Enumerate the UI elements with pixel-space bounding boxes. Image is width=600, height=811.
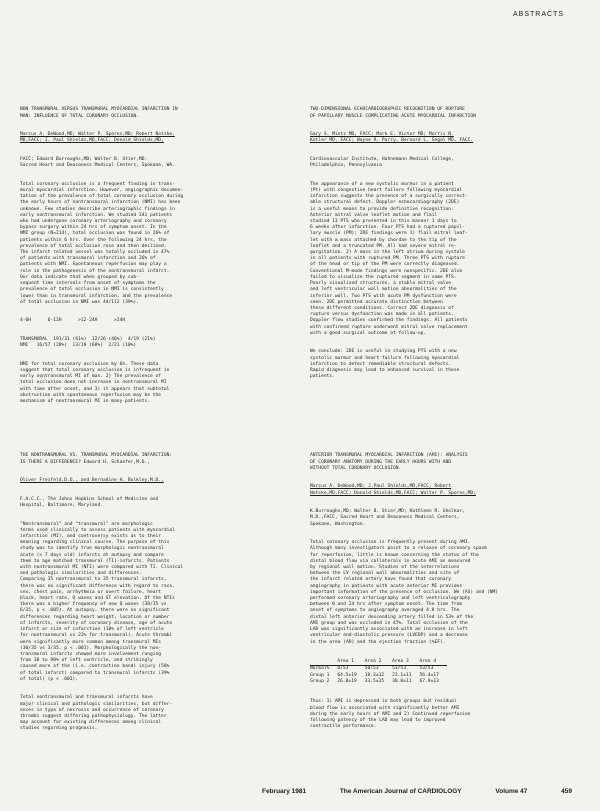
abstract-affiliation: F.A.C.C., The Johns Hopkins School of Medicine and Hospital, Baltimore, Maryland. [20, 496, 159, 509]
abstract-affiliation: K.Burroughs,MD; Walter B. Stier,MD; Kathleen R. Gholkar, M.D.,FACC, Sacred Heart and Deaconess Medical Centers, Spokane, Washington. [310, 509, 465, 527]
abstract-conclusion: NMI for total coronary occlusion by 6h. These data suggest that total coronary occlusion is infrequent in early nontransmural MI of man. 2) The prevalence of total occlusion does not increase in nontransmural MI with time after onset, and 3) it appears that subtotal obstruction with spontaneous reperfusion may be the mechanism of nontransmural MI in many patients. [20, 361, 170, 404]
abstract-conclusion: Total nontransmural and transmural infarcts have major clinical and pathologic similarities, but differ- ences in type of necrosis and occurrence of coronary thrombi suggest differing pathophysiology. The latter may account for existing differences among clinical studies regarding prognosis. [20, 695, 173, 732]
table-header-row [310, 659, 447, 666]
table-cell: 53/53 [392, 666, 406, 672]
abstract-title: ANTERIOR TRANSMURAL MYOCARDIAL INFARCTION (AMI): ANALYSIS OF CORONARY ANATOMY DURING THE EARLY HOURS WITH AND WITHOUT TOTAL CORONARY OCCLUSION. [310, 453, 468, 471]
table-header-cell: Area 3 [392, 659, 419, 666]
footer-page-number: 459 [561, 788, 572, 795]
table-cell: 18.3±12 [364, 672, 385, 678]
abstract-authors: Marcus A. DeWood,MD; J.Paul Shields,MD,FACC; Robert Notske,MD,FACC; Donald Shields,MD,FACC; Walter P. Spores,MD; [310, 484, 476, 496]
table-header: 4-6H 6-12H >12-24H >24H [20, 318, 126, 324]
abstract-affiliation: Cardiovascular Institute, Hahnemann Medical College, Philadelphia, Pennsylvania [310, 157, 454, 169]
abstract-body: Total coronary occlusion is a frequent finding in trans- mural myocardial infarction. However, angiographic documen- tation of the prevalence of total coronary occlusion during the early hours of nontransmural infarction (NMI) has been unknown. Few studies describe arteriographic findings in early nontransmural infarction. We studied 341 patients who had undergone coronary arteriography and coronary bypass surgery within 24 hrs of symptom onset. In the NMI group (N=214), total occlusion was found in 26% of patients within 6 hrs. Over the following 24 hrs, the prevalence of total occlusion rose and then declined. The infarct related vessel was totally occluded in 47% of patients with transmural infarction and 26% of patients with NMI. Spontaneous reperfusion may play a role in the pathogenesis of the nontransmural infarct. Our data indicate that when grouped by sub- sequent time intervals from onset of symptoms the prevalence of total occlusion in NMI is consistently lower than in transmural infarction, and the prevalence of total occlusion in NMI was 44/112 (39%). [20, 181, 184, 305]
table-cell: Group 2 [310, 678, 330, 684]
table-cell: 23.1±11 [392, 672, 412, 678]
table-cell: 50/53 [364, 666, 379, 672]
abstract-conclusion: We conclude: 2DE is useful in studying PTS with a new systolic murmur and heart failure following myocardial infarction to detect remediable structural defects. Rapid diagnosis may lead to enhanced survival in these patients. [310, 349, 460, 380]
abstract-title: NON TRANSMURAL VERSUS TRANSMURAL MYOCARDIAL INFARCTION IN MAN: INFLUENCE OF TOTAL CORONARY OCCLUSION. [20, 107, 178, 119]
abstract-papillary-rupture [310, 95, 565, 393]
table-header-cell: Area 4 [420, 659, 447, 666]
abstract-authors: Gary S. Mintz MD, FACC; Mark E. Victor MD; Morris N. Kotler MD, FACC; Wayne R. Parry, Bernard L. Segal MD, FACC. [310, 132, 474, 144]
table-cell: 30.8±11 [392, 678, 412, 684]
table-row [310, 679, 447, 685]
abstract-body: "Nontransmural" and "transmural" are morphologic terms used clinically to assess patients with myocardial infarction (MI), and controversy exists as to their meaning regarding clinical course. The purpose of this study was to identify true morphologic nontransmural acute (< 7 days old) infarcts at autopsy and compare them to age matched transmural (TI)-infarcts. Patients with nontransmural MI (NTI) were compared with TI. Clinical and pathologic similarities and differences. Comparing 35 nontransmural to 35 transmural infarcts, there was no significant difference with regard to race, sex, chest pain, arrhythmia or overt failure, heart block, heart rate, Q waves and ST elevation. Of the NTIs there was a higher frequency of new Q waves (38/35 vs 6/35, p < .005). At autopsy, there were no significant differences regarding heart weight, location or number of infarcts, severity of coronary disease, age of acute infarct or size of infarction (10% of left ventricle for nontransmural vs 22% for transmural). Acute thrombi were significantly more common among transmural MIs (30/35 vs 3/35, p < .001). Morphologically the non- transmural infarcts showed more involvement ranging from 30 to 90% of left ventricle, and strikingly caused more of the (i.e. contraction band) injury (58% of total infarct) compared to transmural infarcts (39% of total) (p < .001). [20, 521, 184, 682]
abstract-body: The appearance of a new systolic murmur in a patient (Pt) with congestive heart failure following myocardial infarction suggests the presence of a surgically correct- able structural defect. Doppler echocardiography (2DE) is a useful means to provide definitive recognition. Anterior mitral valve leaflet motion and flail studied 13 PTS who presented in this manner 1 days to 6 weeks after infarction. Four PTS had a ruptured papil- lary muscle (PM); 2DE findings were 1) flail mitral leaf- let with a mass attached by chordae to the tip of the leaflet and a truncated PM. All had severe mitral re- gurgitation. 2) A mass in the left atrium during systole in all patients with ruptured PM. Three PTS with rupture of the head or tip of the PM were correctly diagnosed. Conventional M-mode findings were nonspecific. 2DE also failed to visualize the ruptured segment in some PTS. Poorly visualized structures, a stable mitral valve and left ventricular wall motion abnormalities of the inferior wall. Two PTS with acute PM dysfunction were seen. 2DE permitted accurate distinction between these different conditions. Correct 2DE diagnosis of rupture versus dysfunction was made in all patients. Doppler flow studies confirmed the findings. All patients with confirmed rupture underwent mitral valve replacement with a good surgical outcome at follow-up. [310, 181, 468, 336]
table-row: TRANSMURAL 191/31 (61%) 12/26 (46%) 4/19 (21%) NMI 16/57 (28%) 13/19 (68%) 2/21 (10%) [20, 336, 156, 349]
table-cell: 64.5±19 [337, 672, 357, 678]
table-cell: 56.4±17 [419, 672, 439, 678]
table-row [310, 666, 447, 673]
abstract-authors: Oliver Freifeld,D.O., and Bernadine H. Bulkley,M.D., [20, 478, 164, 484]
abstract-anterior-mi [310, 441, 565, 743]
footer-journal: The American Journal of CARDIOLOGY [339, 788, 462, 795]
table-cell: 33.5±15 [364, 678, 385, 684]
abstract-body: Total coronary occlusion is frequently present during AMI. Although many investigators point to a release of coronary spasm for reperfusion, little is known concerning the status of the distal blood flow via collaterals in acute AMI as measured by regional wall motion. Studies of the interrelations between the LV regional wall abnormalities and site of the infarct related artery have found that coronary angiography in patients with acute anterior MI provides important information of the presence of occlusion. We (AS) and (NM) performed coronary arteriography and left ventriculography between 0 and 24 hrs after symptom onset. The time from onset of symptoms to angiography averaged 4.8 hrs. The distal left anterior descending artery filled in 53% of the AMI group and was occluded in 47%. Total occlusion of the LAD was significantly associated with an increase in left ventricular end-diastolic pressure (LVEDP) and a decrease in the area (AR) and the ejection fraction (%EF). [310, 540, 499, 645]
abstract-title: THE NONTRANSMURAL VS. TRANSMURAL MYOCARDIAL INFARCTION: IS THERE A DIFFERENCE? Edward H. Schaefer,M.D., [20, 453, 173, 465]
footer-volume: Volume 47 [495, 788, 528, 795]
abstract-conclusion: Thus: 1) AMI is depressed in both groups but residual blood flow is associated with significantly better AMI during the early hours of AMI and 2) Continued reperfusion following patency of the LAD may lead to improved contractile performance. [310, 699, 471, 730]
wall-motion-table [310, 659, 447, 685]
abstract-title: TWO-DIMENSIONAL ECHOCARDIOGRAPHIC RECOGNITION OF RUPTURE OF PAPILLARY MUSCLE COMPLICATING ACUTE MYOCARDIAL INFARCTION [310, 107, 476, 119]
table-cell: 67.9±13 [419, 678, 439, 684]
table-cell: Normal% [310, 666, 330, 672]
abstract-authors: Marcus A. DeWood,MD; Walter P. Spores,MD; Robert Notske, MD,FACC; J. Paul Shields,MD,FACC; Donald Shields,MD, [20, 132, 175, 144]
table-cell: Group 1 [310, 672, 330, 678]
running-head: ABSTRACTS [512, 11, 564, 18]
abstract-affiliation: FACC; Edward Burroughs,MD; Walter B. Stier,MD. Sacred Heart and Deaconess Medical Centers, Spokane, WA. [20, 157, 175, 169]
footer-date: February 1981 [262, 788, 307, 795]
abstract-nontransmural-vs-transmural [20, 441, 275, 745]
table-cell: 8/53 [337, 666, 349, 672]
page-footer [262, 788, 572, 795]
table-header-cell: Area 2 [365, 659, 392, 666]
table-cell: 26.8±19 [337, 678, 357, 684]
table-header-cell [310, 659, 337, 666]
table-cell: 53/53 [419, 666, 434, 672]
abstract-nontransmural-occlusion [20, 95, 275, 418]
table-header-cell: Area 1 [337, 659, 364, 666]
